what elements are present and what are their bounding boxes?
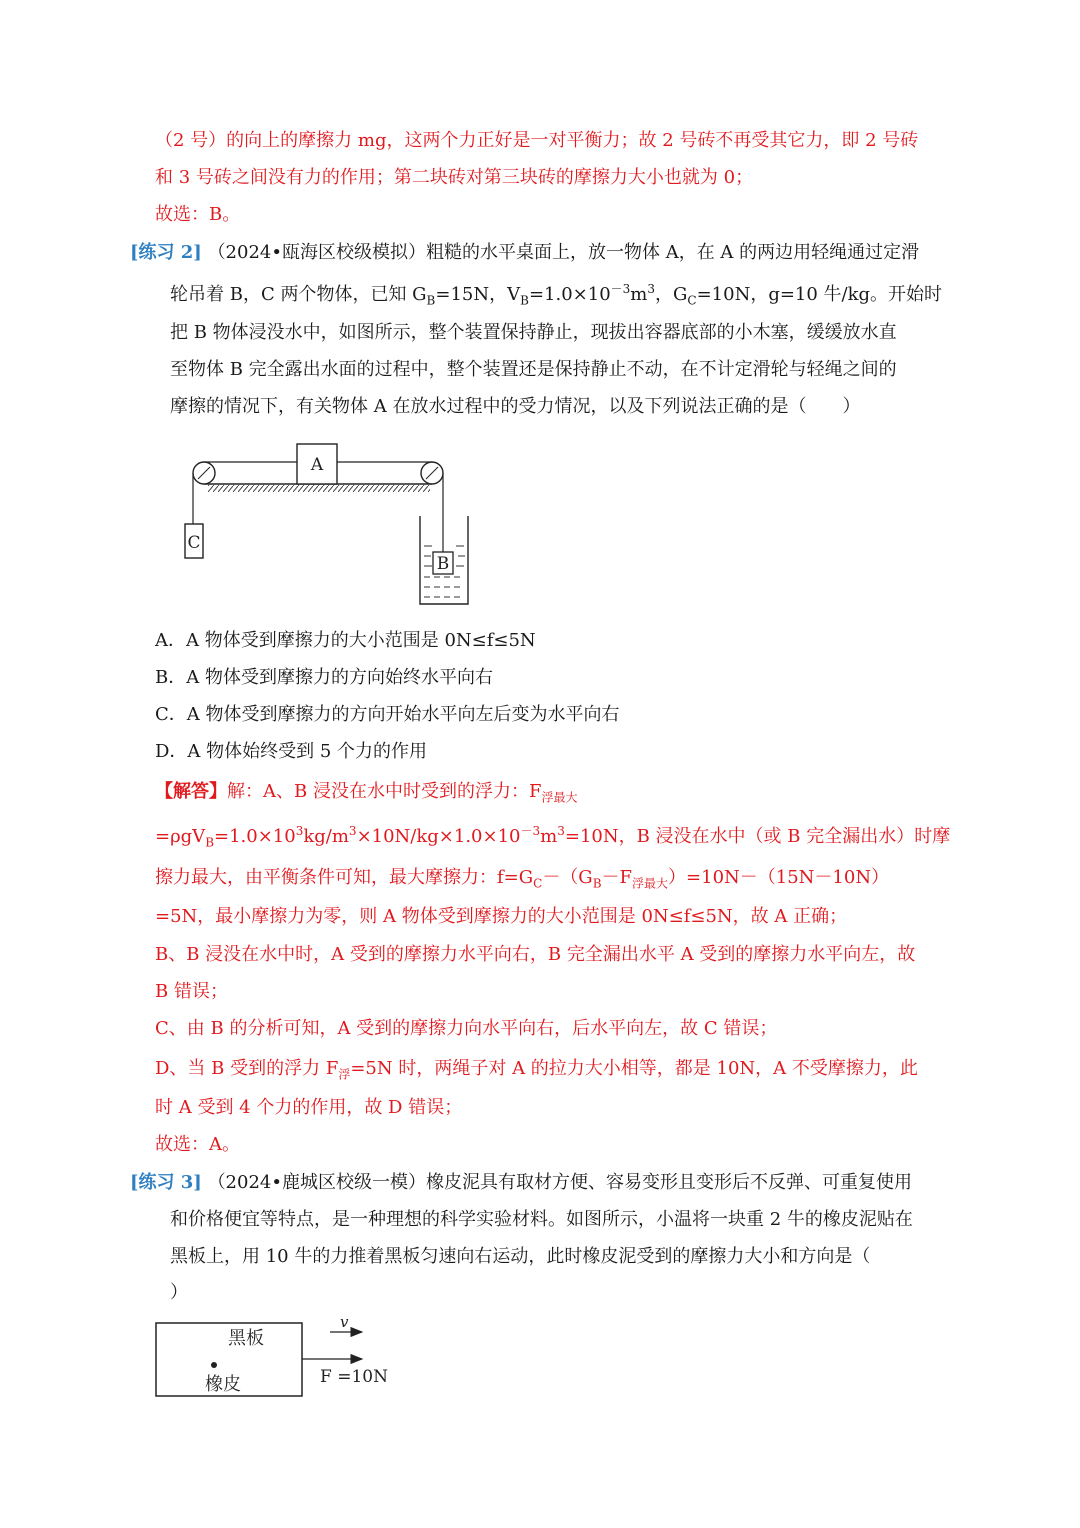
exercise-2-line-1: [练习 2] （2024•瓯海区校级模拟）粗糙的水平桌面上，放一物体 A，在 A 的两边用轻绳通过定滑 — [130, 242, 920, 263]
exercise-2-line-2: 轮吊着 B，C 两个物体，已知 $G_B=15N$，$V_B=1.0\times 10^{-3}m^3$，$G_C=10N$，g=10 牛/kg。开始时 — [170, 282, 943, 308]
option-a: A．A 物体受到摩擦力的大小范围是 0N≤f≤5N — [155, 630, 536, 651]
answer-conclusion: 故选：A。 — [155, 1134, 240, 1155]
option-d: D．A 物体始终受到 5 个力的作用 — [155, 741, 428, 762]
pulley-diagram — [178, 438, 478, 613]
blackboard-diagram — [150, 1310, 410, 1402]
force-label: F =10N — [320, 1367, 388, 1387]
prev-answer-line-2: 和 3 号砖之间没有力的作用；第二块砖对第三块砖的摩擦力大小也就为 0； — [155, 167, 754, 188]
exercise-2-line-3: 把 B 物体浸没水中，如图所示，整个装置保持静止，现拔出容器底部的小木塞，缓缓放水直 — [170, 322, 897, 343]
answer-line-3: 擦力最大，由平衡条件可知，最大摩擦力：$f=G_C-(G_B-F_{浮最大})=10N-(15N-10N)$ — [155, 867, 890, 891]
option-b: B．A 物体受到摩擦力的方向始终水平向右 — [155, 667, 493, 688]
answer-line-1: 【解答】解：A、B 浸没在水中时受到的浮力：$F_{浮最大}$ — [155, 781, 578, 805]
option-c: C．A 物体受到摩擦力的方向开始水平向左后变为水平向右 — [155, 704, 620, 725]
prev-answer-conclusion: 故选：B。 — [155, 204, 241, 225]
answer-line-5: B、B 浸没在水中时，A 受到的摩擦力水平向右，B 完全漏出水平 A 受到的摩擦力水平向左，故 — [155, 944, 916, 965]
answer-line-2: $=\rho gV_B=1.0\times 10^3kg/m^3\times 10N/kg\times 1.0\times 10^{-3}m^3=10N$，B 浸没在水中（或 B 完全漏出水）时摩 — [155, 824, 951, 850]
block-b-label: B — [436, 554, 450, 574]
answer-line-6: B 错误； — [155, 981, 228, 1002]
prev-answer-line-1: （2 号）的向上的摩擦力 mg，这两个力正好是一对平衡力；故 2 号砖不再受其它力，即 2 号砖 — [155, 130, 919, 151]
answer-line-9: 时 A 受到 4 个力的作用，故 D 错误； — [155, 1097, 463, 1118]
exercise-2-line-4: 至物体 B 完全露出水面的过程中，整个装置还是保持静止不动，在不计定滑轮与轻绳之间的 — [170, 359, 897, 380]
velocity-label: v — [340, 1313, 349, 1331]
answer-line-4: =5N，最小摩擦力为零，则 A 物体受到摩擦力的大小范围是 0N≤f≤5N，故 A 正确； — [155, 906, 848, 927]
table-hatching — [208, 485, 430, 492]
block-c-label: C — [187, 533, 201, 553]
exercise-3-line-2: 和价格便宜等特点，是一种理想的科学实验材料。如图所示，小温将一块重 2 牛的橡皮泥贴在 — [170, 1209, 913, 1230]
answer-line-8: D、当 B 受到的浮力 $F_浮=5N$ 时，两绳子对 A 的拉力大小相等，都是 10N，A 不受摩擦力，此 — [155, 1058, 918, 1082]
exercise-3-line-4: ） — [170, 1282, 188, 1303]
exercise-3-tag: [练习 3] — [130, 1172, 202, 1193]
exercise-3-line-1: [练习 3] （2024•鹿城区校级一模）橡皮泥具有取材方便、容易变形且变形后不反弹、可重复使用 — [130, 1172, 912, 1193]
answer-line-7: C、由 B 的分析可知，A 受到的摩擦力向水平向右，后水平向左，故 C 错误； — [155, 1018, 778, 1039]
blackboard-label: 黑板 — [228, 1328, 264, 1349]
block-a-label: A — [310, 455, 324, 475]
clay-dot — [211, 1362, 217, 1368]
answer-head: 【解答】 — [155, 781, 227, 802]
exercise-2-line-5: 摩擦的情况下，有关物体 A 在放水过程中的受力情况，以及下列说法正确的是（ ） — [170, 396, 861, 417]
clay-label: 橡皮 — [205, 1374, 241, 1395]
exercise-3-line-3: 黑板上，用 10 牛的力推着黑板匀速向右运动，此时橡皮泥受到的摩擦力大小和方向是（ — [170, 1246, 871, 1267]
exercise-2-tag: [练习 2] — [130, 242, 202, 263]
